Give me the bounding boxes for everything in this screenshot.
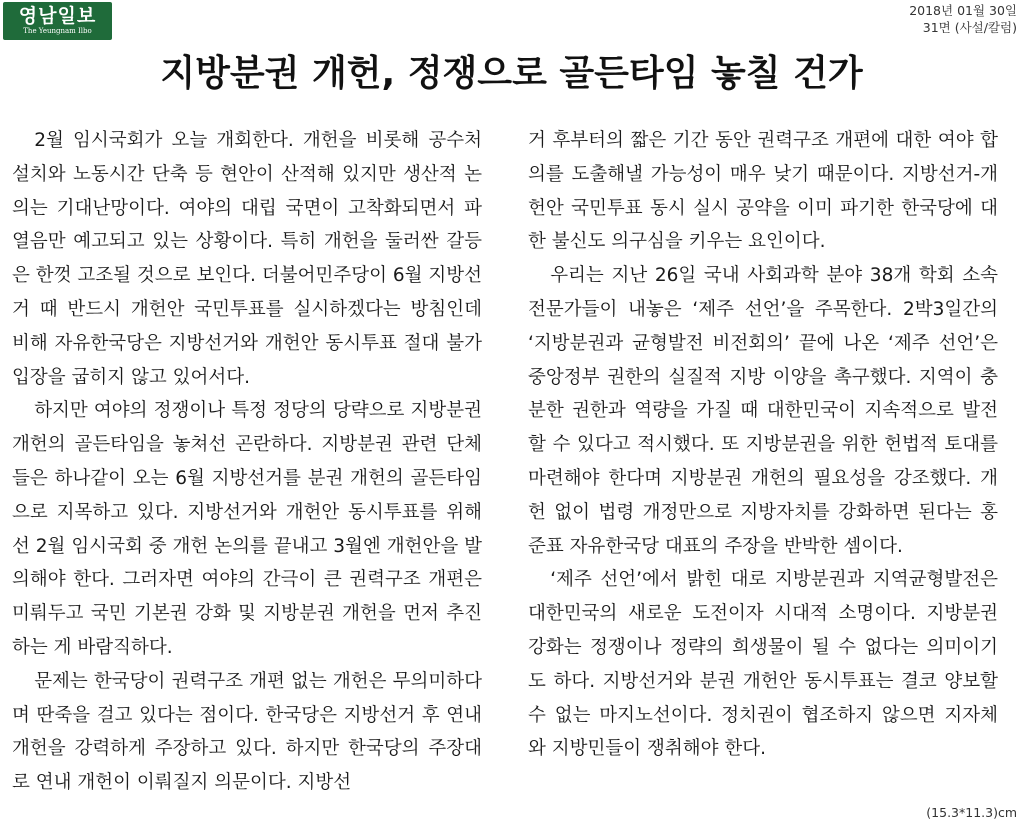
article-paragraph: 우리는 지난 26일 국내 사회과학 분야 38개 학회 소속 전문가들이 내놓은 ‘제주 선언’을 주목한다. 2박3일간의 ‘지방분권과 균형발전 비전회의’ 끝에 나온 ‘제주 선언’은 중앙정부 권한의 실질적 지방 이양을 촉구했다. 지역이 충분한 권한과 역량을 가질 때 대한민국이 지속적으로 발전할 수 있다고 적시했다. 또 지방분권을 위한 헌법적 토대를 마련해야 한다며 지방분권 개헌의 필요성을 강조했다. 개헌 없이 법령 개정만으로 지방자치를 강화하면 된다는 홍준표 자유한국당 대표의 주장을 반박한 셈이다. <box>528 265 998 557</box>
publish-date: 2018년 01월 30일 <box>909 3 1017 18</box>
article-paragraph: ‘제주 선언’에서 밝힌 대로 지방분권과 지역균형발전은 대한민국의 새로운 도전이자 시대적 소명이다. 지방분권 강화는 정쟁이나 정략의 희생물이 될 수 없다는 의미이기도 하다. 지방선거와 분권 개헌안 동시투표는 결코 양보할 수 없는 마지노선이다. 정치권이 협조하지 않으면 지자체와 지방민들이 쟁취해야 한다. <box>528 569 998 760</box>
article-size-note: (15.3*11.3)cm <box>926 805 1017 820</box>
page-section: 31면 (사설/칼럼) <box>922 20 1017 35</box>
article-paragraph: 문제는 한국당이 권력구조 개편 없는 개헌은 무의미하다며 딴죽을 걸고 있다는 점이다. 한국당은 지방선거 후 연내 개헌을 강력하게 주장하고 있다. 하지만 한국당의 주장대로 연내 개헌이 이뤄질지 의문이다. 지방선 <box>12 670 482 794</box>
article-paragraph: 하지만 여야의 정쟁이나 특정 정당의 당략으로 지방분권 개헌의 골든타임을 놓쳐선 곤란하다. 지방분권 관련 단체들은 하나같이 오는 6월 지방선거를 분권 개헌의 골든타임으로 지목하고 있다. 지방선거와 개헌안 동시투표를 위해선 2월 임시국회 중 개헌 논의를 끝내고 3월엔 개헌안을 발의해야 한다. 그러자면 여야의 간극이 큰 권력구조 개편은 미뤄두고 국민 기본권 강화 및 지방분권 개헌을 먼저 추진하는 게 바람직하다. <box>12 400 482 658</box>
article-column-right <box>528 124 998 766</box>
article-meta <box>909 2 1017 36</box>
article-headline: 지방분권 개헌, 정쟁으로 골든타임 놓칠 건가 <box>160 53 863 94</box>
article-column-left <box>12 124 482 800</box>
logo-name: 영남일보 <box>18 5 97 27</box>
logo-subtitle: The Yeungnam Ilbo <box>23 27 92 35</box>
article-paragraph: 거 후부터의 짧은 기간 동안 권력구조 개편에 대한 여야 합의를 도출해낼 가능성이 매우 낮기 때문이다. 지방선거-개헌안 국민투표 동시 실시 공약을 이미 파기한 한국당에 대한 불신도 의구심을 키우는 요인이다. <box>528 130 998 253</box>
newspaper-logo <box>3 2 112 40</box>
article-paragraph: 2월 임시국회가 오늘 개회한다. 개헌을 비롯해 공수처 설치와 노동시간 단축 등 현안이 산적해 있지만 생산적 논의는 기대난망이다. 여야의 대립 국면이 고착화되면서 파열음만 예고되고 있는 상황이다. 특히 개헌을 둘러싼 갈등은 한껏 고조될 것으로 보인다. 더불어민주당이 6월 지방선거 때 반드시 개헌안 국민투표를 실시하겠다는 방침인데 비해 자유한국당은 지방선거와 개헌안 동시투표 절대 불가 입장을 굽히지 않고 있어서다. <box>12 130 482 388</box>
